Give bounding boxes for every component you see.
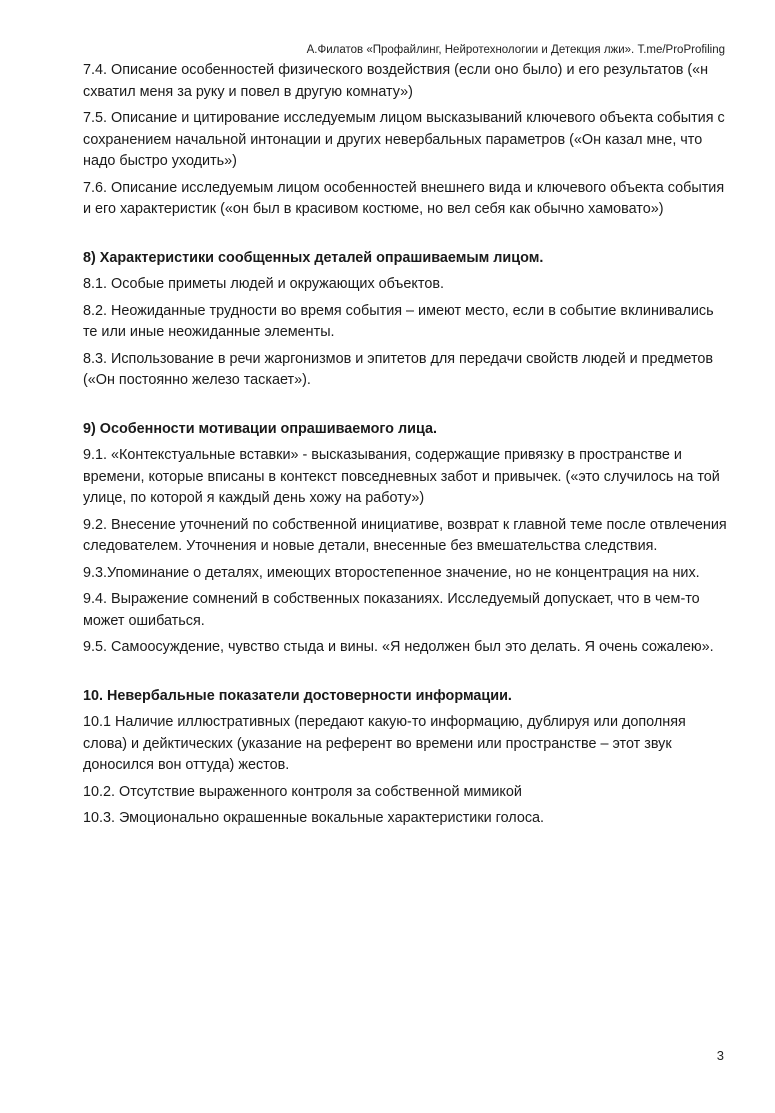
paragraph-9-4: 9.4. Выражение сомнений в собственных показаниях. Исследуемый допускает, что в чем-то может ошибаться. <box>83 591 700 629</box>
paragraph-8-3: 8.3. Использование в речи жаргонизмов и эпитетов для передачи свойств людей и предметов («Он постоянно железо таскает»). <box>83 350 714 388</box>
page-number: 3 <box>716 1048 724 1063</box>
paragraph-7-4: 7.4. Описание особенностей физического воздействия (если оно было) и его результатов («н схватил меня за руку и повел в другую комнату») <box>83 62 709 100</box>
section-heading-10: 10. Невербальные показатели достоверности информации. <box>83 687 512 704</box>
section-gap <box>83 664 728 686</box>
paragraph-9-2: 9.2. Внесение уточнений по собственной инициативе, возврат к главной теме после отвлечения следователем. Уточнения и новые детали, внесенные без вмешательства следствия. <box>83 516 727 554</box>
paragraph-10-2: 10.2. Отсутствие выраженного контроля за собственной мимикой <box>83 783 522 800</box>
paragraph-9-1: 9.1. «Контекстуальные вставки» - высказывания, содержащие привязку в пространстве и времени, которые вписаны в контекст повседневных забот и привычек. («это случилось на той улице, по которой я каждый день хожу на работу») <box>83 447 720 506</box>
section-gap <box>83 226 728 248</box>
document-body <box>83 60 728 835</box>
paragraph-9-3: 9.3.Упоминание о деталях, имеющих второстепенное значение, но не концентрация на них. <box>83 564 700 581</box>
section-gap <box>83 397 728 419</box>
section-heading-9: 9) Особенности мотивации опрашиваемого лица. <box>83 420 437 437</box>
paragraph-9-5: 9.5. Самоосуждение, чувство стыда и вины. «Я недолжен был это делать. Я очень сожалею». <box>83 639 714 655</box>
paragraph-10-3: 10.3. Эмоционально окрашенные вокальные характеристики голоса. <box>83 810 545 826</box>
page-header: А.Филатов «Профайлинг, Нейротехнологии и Детекция лжи». T.me/ProProfiling <box>306 44 725 56</box>
paragraph-10-1: 10.1 Наличие иллюстративных (передают какую-то информацию, дублируя или дополняя слова) и дейктических (указание на референт во времени или пространстве – этот звук доносился вон оттуда) жестов. <box>83 714 686 773</box>
paragraph-7-5: 7.5. Описание и цитирование исследуемым лицом высказываний ключевого объекта события с сохранением начальной интонации и других невербальных параметров («Он казал мне, что надо быстро уходить») <box>83 110 725 169</box>
paragraph-7-6: 7.6. Описание исследуемым лицом особенностей внешнего вида и ключевого объекта события и его характеристик («он был в красивом костюме, но вел себя как обычно хамовато») <box>83 179 725 217</box>
paragraph-8-1: 8.1. Особые приметы людей и окружающих объектов. <box>83 276 444 292</box>
section-heading-8: 8) Характеристики сообщенных деталей опрашиваемым лицом. <box>83 249 544 266</box>
paragraph-8-2: 8.2. Неожиданные трудности во время события – имеют место, если в событие вклинивались те или иные неожиданные элементы. <box>83 302 714 340</box>
